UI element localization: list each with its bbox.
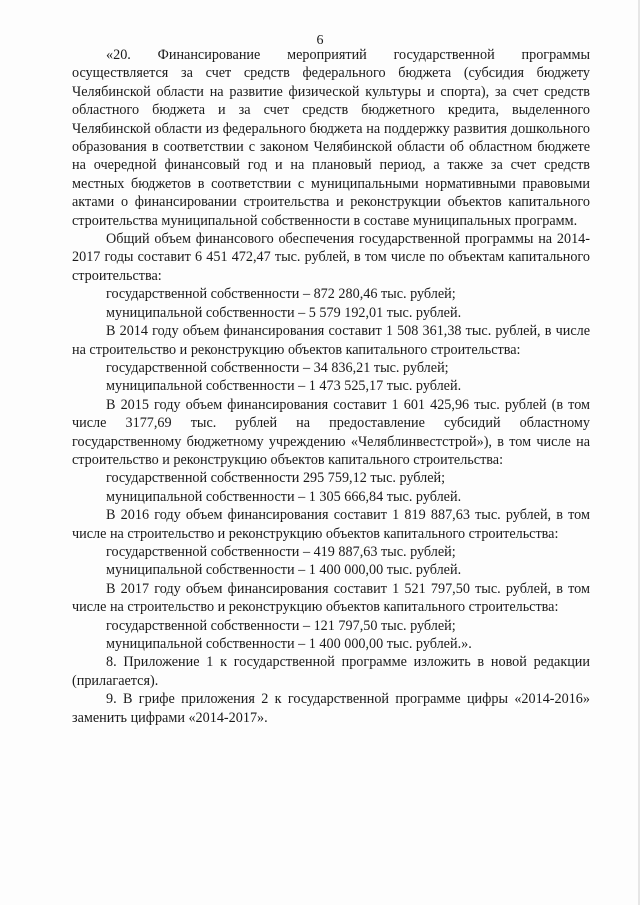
list-item-municipal-property-2014: муниципальной собственности – 1 473 525,17 тыс. рублей. [106, 378, 462, 395]
paragraph-2015: В 2015 году объем финансирования составит 1 601 425,96 тыс. рублей (в том числе 3177,69 тыс. рублей на предоставление субсидий областному государственному бюджетному учреждению «Челяблинвестстрой»), в том числе на строительство и реконструкцию объектов капитального строительства: [72, 396, 590, 468]
paragraph-total-volume: Общий объем финансового обеспечения государственной программы на 2014-2017 годы составит 6 451 472,47 тыс. рублей, в том числе по объектам капитального строительства: [72, 231, 590, 284]
paragraph-item-9: 9. В грифе приложения 2 к государственной программе цифры «2014-2016» заменить цифрами «2014-2017». [72, 691, 590, 726]
list-item-municipal-property-2015: муниципальной собственности – 1 305 666,84 тыс. рублей. [106, 488, 462, 505]
list-item-municipal-property-total: муниципальной собственности – 5 579 192,01 тыс. рублей. [106, 304, 462, 321]
document-body [72, 46, 590, 727]
paragraph-financing-sources: «20. Финансирование мероприятий государственной программы осуществляется за счет средств федерального бюджета (субсидия бюджету Челябинской области на развитие физической культуры и спорта), за счет средств областного бюджета и за счет средств бюджетного кредита, выделенного Челябинской области из федерального бюджета на поддержку развития дошкольного образования в соответствии с законом Челябинской области об областном бюджете на очередной финансовый год и на плановый период, а также за счет средств местных бюджетов в соответствии с муниципальными нормативными правовыми актами о финансировании строительства и реконструкции объектов капитального строительства муниципальной собственности в составе муниципальных программ. [72, 47, 590, 229]
list-item-municipal-property-2016: муниципальной собственности – 1 400 000,00 тыс. рублей. [106, 562, 462, 579]
paragraph-2017: В 2017 году объем финансирования составит 1 521 797,50 тыс. рублей, в том числе на строительство и реконструкцию объектов капитального строительства: [72, 580, 590, 616]
list-item-state-property-2016: государственной собственности – 419 887,63 тыс. рублей; [106, 543, 456, 560]
list-item-municipal-property-2017: муниципальной собственности – 1 400 000,00 тыс. рублей.». [106, 636, 472, 652]
list-item-state-property-2014: государственной собственности – 34 836,21 тыс. рублей; [106, 359, 449, 376]
paragraph-2014: В 2014 году объем финансирования составит 1 508 361,38 тыс. рублей, в числе на строительство и реконструкцию объектов капитального строительства: [72, 323, 590, 358]
paragraph-2016: В 2016 году объем финансирования составит 1 819 887,63 тыс. рублей, в том числе на строительство и реконструкцию объектов капитального строительства: [72, 507, 590, 542]
list-item-state-property-2015: государственной собственности 295 759,12 тыс. рублей; [106, 470, 446, 487]
list-item-state-property-total: государственной собственности – 872 280,46 тыс. рублей; [106, 286, 456, 303]
paragraph-item-8: 8. Приложение 1 к государственной программе изложить в новой редакции (прилагается). [72, 654, 590, 689]
list-item-state-property-2017: государственной собственности – 121 797,50 тыс. рублей; [106, 617, 456, 634]
page-number: 6 [316, 33, 324, 48]
